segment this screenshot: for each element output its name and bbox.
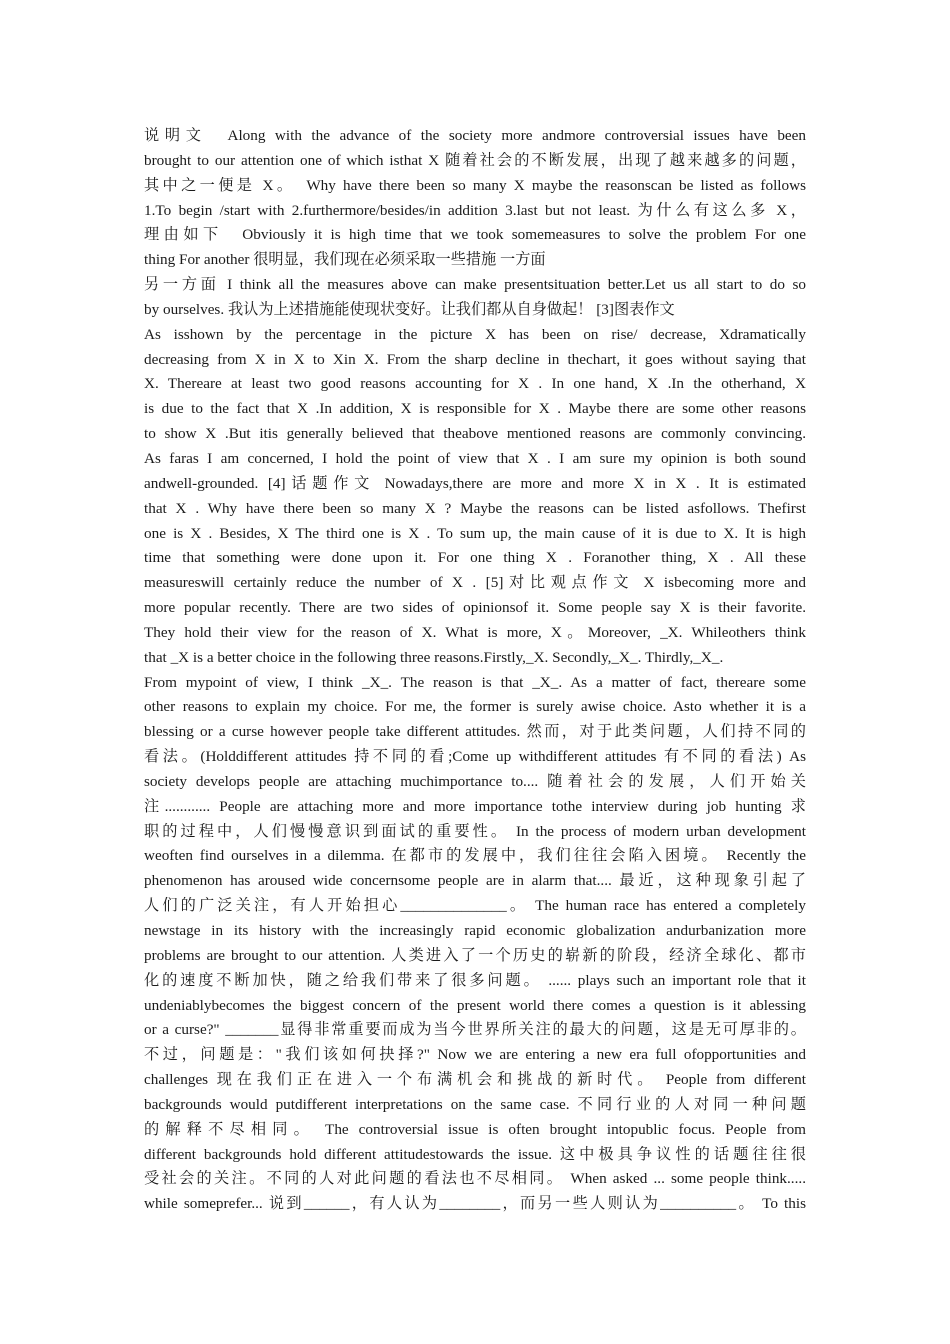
text-line: 说明文 Along with the advance of the society more andmore controversial issues have been [144,127,806,144]
text-line: weoften find ourselves in a dilemma. 在都市的发展中，我们往往会陷入困境。 Recently the [144,847,806,865]
text-line: problems are brought to our attention. 人类进入了一个历史的崭新的阶段，经济全球化、都市 [144,946,806,964]
text-line: backgrounds would putdifferent interpretations on the same case. 不同行业的人对同一种问题 [144,1095,806,1113]
text-line: 理由如下 Obviously it is high time that we took somemeasures to solve the problem For one [144,226,806,244]
text-line: From mypoint of view, I think _X_. The reason is that _X_. As a matter of fact, thereare some [144,673,806,691]
text-line: different backgrounds hold different attitudestowards the issue. 这中极具争议性的话题往往很 [144,1145,806,1163]
text-line: newstage in its history with the increasingly rapid economic globalization andurbanization more [144,922,806,939]
text-line: more popular recently. There are two sides of opinionsof it. Some people say X is their favorite. [144,599,806,617]
text-line: phenomenon has aroused wide concernsome people are in alarm that.... 最近，这种现象引起了 [144,872,806,890]
text-line: that X . Why have there been so many X ? Maybe the reasons can be listed asfollows. Thefirst [144,499,806,517]
text-line: 另一方面 I think all the measures above can make presentsituation better.Let us all start to do so [144,276,806,294]
text-line: 人们的广泛关注，有人开始担心______________。 The human race has entered a completely [144,897,806,915]
text-line: 不过，问题是："我们该如何抉择?" Now we are entering a new era full ofopportunities and [144,1046,806,1064]
text-line: As faras I am concerned, I hold the point of view that X . I am sure my opinion is both sound [144,449,806,467]
text-line: blessing or a curse however people take different attitudes. 然而，对于此类问题，人们持不同的 [144,723,806,741]
text-line: one is X . Besides, X The third one is X . To sum up, the main cause of it is due to X. It is high [144,524,806,542]
text-line: brought to our attention one of which isthat X 随着社会的不断发展，出现了越来越多的问题， [144,151,806,169]
text-line: challenges 现在我们正在进入一个布满机会和挑战的新时代。 People from different [144,1071,806,1089]
text-line: measureswill certainly reduce the number of X . [5]对比观点作文 X isbecoming more and [144,574,806,592]
text-line: decreasing from X in X to Xin X. From the sharp decline in thechart, it goes without saying that [144,350,806,368]
text-line: by ourselves. 我认为上述措施能使现状变好。让我们都从自身做起！ [3]图表作文 [144,300,675,318]
text-line: 其中之一便是 X。 Why have there been so many X maybe the reasonscan be listed as follows [144,176,806,194]
text-line: that _X is a better choice in the following three reasons.Firstly,_X. Secondly,_X_. Thirdly,_X_. [144,648,724,666]
text-line: 注............ People are attaching more and more importance tothe interview during job hunting 求 [144,797,806,815]
text-line: andwell-grounded. [4]话题作文 Nowadays,there are more and more X in X . It is estimated [144,474,806,492]
text-line: 化的速度不断加快，随之给我们带来了很多问题。 ...... plays such an important role that it [144,971,806,989]
document-body [144,124,806,1217]
text-line: 职的过程中，人们慢慢意识到面试的重要性。 In the process of modern urban development [144,822,806,840]
text-line: undeniablybecomes the biggest concern of the present world there comes a question is it ablessing [144,996,806,1014]
text-line: 受社会的关注。不同的人对此问题的看法也不尽相同。 When asked ... some people think..... [144,1170,806,1188]
text-line: 看法。(Holddifferent attitudes 持不同的看;Come up withdifferent attitudes 有不同的看法) As [144,748,806,766]
text-line: 的解释不尽相同。 The controversial issue is often brought intopublic focus. People from [144,1120,806,1138]
text-line: As isshown by the percentage in the picture X has been on rise/ decrease, Xdramatically [144,325,806,343]
text-line: society develops people are attaching muchimportance to.... 随着社会的发展，人们开始关 [144,772,806,790]
text-line: is due to the fact that X .In addition, X is responsible for X . Maybe there are some other reasons [144,400,806,418]
text-line: They hold their view for the reason of X. What is more, X。Moreover, _X. Whileothers think [144,623,806,641]
text-line: thing For another 很明显，我们现在必须采取一些措施 一方面 [144,251,546,269]
text-line: or a curse?" _______显得非常重要而成为当今世界所关注的最大的问题，这是无可厚非的。 [144,1021,806,1039]
text-line: X. Thereare at least two good reasons accounting for X . In one hand, X .In the otherhand, X [144,375,806,393]
text-line: other reasons to explain my choice. For me, the former is surely awise choice. Asto whether it is a [144,698,806,716]
text-line: 1.To begin /start with 2.furthermore/besides/in addition 3.last but not least. 为什么有这么多 X， [144,201,806,219]
text-line: to show X .But itis generally believed that theabove mentioned reasons are commonly convincing. [144,425,806,443]
text-line: time that something were done upon it. For one thing X . Foranother thing, X . All these [144,549,806,567]
text-line: while someprefer... 说到______，有人认为________，而另一些人则认为__________。 To this [144,1195,806,1213]
